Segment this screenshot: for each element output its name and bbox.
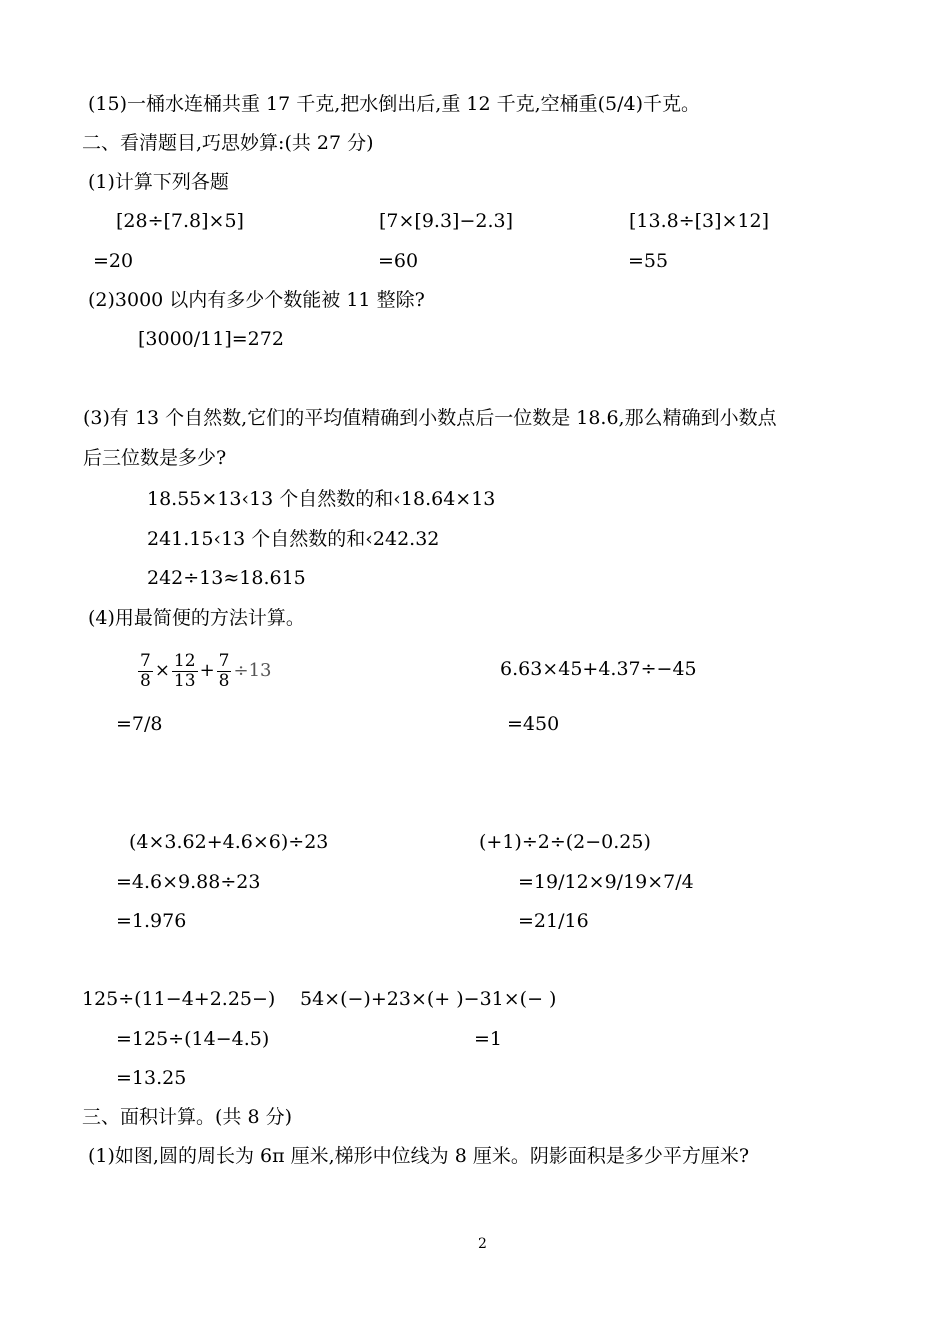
question-15: (15)一桶水连桶共重 17 千克,把水倒出后,重 12 千克,空桶重(5/4)千克。 bbox=[88, 93, 701, 115]
part-3-step-2: 241.15‹13 个自然数的和‹242.32 bbox=[147, 528, 440, 550]
expression-3-step: =4.6×9.88÷23 bbox=[116, 871, 261, 893]
fraction-12-13: $\frac{12}{13}$ bbox=[173, 650, 196, 691]
expression-3-answer: =1.976 bbox=[116, 910, 187, 932]
expression-2: 6.63×45+4.37÷−45 bbox=[500, 658, 697, 680]
expression-1-answer: =7/8 bbox=[116, 713, 163, 735]
times-sign: × bbox=[154, 660, 170, 681]
calc-3-answer: =55 bbox=[628, 250, 669, 272]
calc-3: [13.8÷[3]×12] bbox=[629, 210, 770, 232]
part-3-step-1: 18.55×13‹13 个自然数的和‹18.64×13 bbox=[147, 488, 496, 510]
part-4-label: (4)用最简便的方法计算。 bbox=[88, 607, 305, 629]
part-2-question: (2)3000 以内有多少个数能被 11 整除? bbox=[88, 289, 425, 311]
expression-4-step: =19/12×9/19×7/4 bbox=[518, 871, 694, 893]
calc-1: [28÷[7.8]×5] bbox=[116, 210, 244, 232]
section-3-heading: 三、面积计算。(共 8 分) bbox=[82, 1106, 292, 1128]
expression-6-answer: =1 bbox=[474, 1028, 503, 1050]
expression-4: (+1)÷2÷(2−0.25) bbox=[479, 831, 651, 853]
part-3-question-line-1: (3)有 13 个自然数,它们的平均值精确到小数点后一位数是 18.6,那么精确到小数点 bbox=[83, 407, 777, 429]
fraction-expression bbox=[136, 646, 271, 695]
part-3-question-line-2: 后三位数是多少? bbox=[83, 447, 227, 469]
divide-13: ÷13 bbox=[233, 660, 272, 681]
part-3-step-3: 242÷13≈18.615 bbox=[147, 567, 306, 589]
expression-5-answer: =13.25 bbox=[116, 1067, 187, 1089]
expression-3: (4×3.62+4.6×6)÷23 bbox=[129, 831, 329, 853]
calc-2-answer: =60 bbox=[378, 250, 419, 272]
expression-5-step: =125÷(14−4.5) bbox=[116, 1028, 270, 1050]
calc-1-answer: =20 bbox=[93, 250, 134, 272]
expression-5: 125÷(11−4+2.25−) bbox=[82, 988, 276, 1010]
section-3-question-1: (1)如图,圆的周长为 6π 厘米,梯形中位线为 8 厘米。阴影面积是多少平方厘米? bbox=[88, 1145, 750, 1167]
expression-4-answer: =21/16 bbox=[518, 910, 589, 932]
part-2-answer: [3000/11]=272 bbox=[138, 328, 284, 350]
expression-6: 54×(−)+23×(+ )−31×(− ) bbox=[300, 988, 557, 1010]
plus-sign: + bbox=[199, 660, 215, 681]
section-2-heading: 二、看清题目,巧思妙算:(共 27 分) bbox=[82, 132, 374, 154]
page-number: 2 bbox=[478, 1236, 487, 1252]
expression-2-answer: =450 bbox=[507, 713, 560, 735]
fraction-7-8-second: $\frac{7}{8}$ bbox=[218, 650, 230, 691]
fraction-7-8: $\frac{7}{8}$ bbox=[140, 650, 151, 691]
calc-2: [7×[9.3]−2.3] bbox=[379, 210, 514, 232]
part-1-label: (1)计算下列各题 bbox=[88, 171, 229, 193]
